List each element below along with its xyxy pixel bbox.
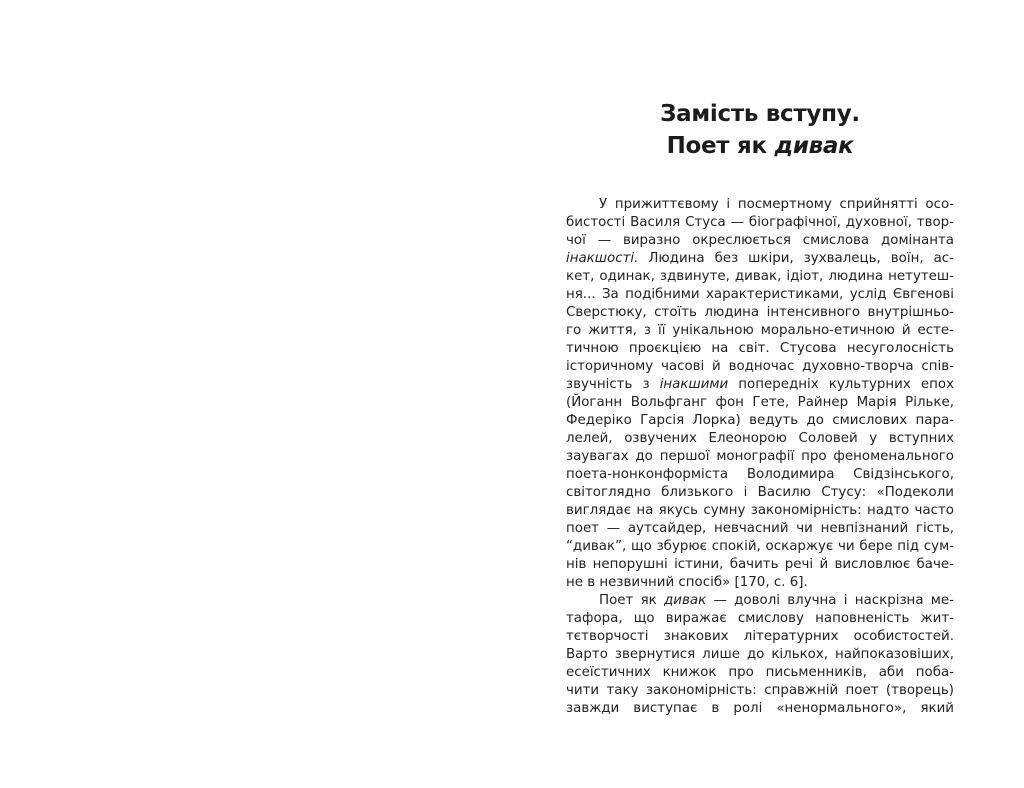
text-line: (Йоганн Вольфганг фон Гете, Райнер Марія Рільке, bbox=[566, 395, 954, 410]
body-text bbox=[566, 196, 954, 718]
text-line: світоглядно близького і Василю Стусу: «Подеколи bbox=[566, 485, 954, 500]
text-line: тафора, що виражає смислову наповненість жит- bbox=[566, 611, 954, 626]
text-line: Федеріко Гарсія Лорка) ведуть до смислових пара- bbox=[566, 413, 954, 428]
chapter-title bbox=[566, 98, 954, 162]
text-line: Варто звернутися лише до кількох, найпоказовіших, bbox=[566, 647, 954, 662]
text-line: Сверстюку, стоїть людина інтенсивного внутрішньо- bbox=[566, 305, 954, 320]
text-line bbox=[566, 250, 954, 268]
chapter-title-line-1: Замість вступу. bbox=[660, 101, 860, 127]
chapter-title-prefix: Поет як bbox=[666, 133, 775, 159]
text-fragment: звучність з bbox=[566, 377, 660, 392]
text-line: чити таку закономірність: справжній поет (творець) bbox=[566, 683, 954, 698]
text-line: лелей, озвучених Елеонорою Соловей у вступних bbox=[566, 431, 954, 446]
text-line: чої — виразно окреслюється смислова домінанта bbox=[566, 233, 954, 248]
text-line: поета-нонконформіста Володимира Свідзінського, bbox=[566, 467, 954, 482]
text-line: “дивак”, що збурює спокій, оскаржує чи бере під сум- bbox=[566, 539, 954, 554]
text-fragment: Людина без шкіри, зухвалець, воїн, ас- bbox=[638, 251, 954, 266]
text-fragment: Поет як bbox=[599, 593, 665, 608]
text-fragment: попередніх культурних епох bbox=[728, 377, 954, 392]
text-line: виглядає на якусь сумну закономірність: надто часто bbox=[566, 503, 954, 518]
text-line bbox=[566, 592, 954, 610]
text-line: У прижиттєвому і посмертному сприйнятті осо- bbox=[599, 197, 954, 212]
text-line: го життя, з її унікальною морально-етичною й есте- bbox=[566, 323, 954, 338]
text-line: тичною проєкцією на світ. Стусова несуголосність bbox=[566, 341, 954, 356]
text-line: ня... За подібними характеристиками, услід Євгенові bbox=[566, 287, 954, 302]
text-line: кет, одинак, здвинуте, дивак, ідіот, людина нетутеш- bbox=[566, 269, 954, 284]
text-line: есеїстичних книжок про письменників, аби поба- bbox=[566, 665, 954, 680]
text-line bbox=[566, 376, 954, 394]
text-fragment: — доволі влучна і наскрізна ме- bbox=[706, 593, 954, 608]
chapter-title-emphasis: дивак bbox=[774, 133, 854, 159]
text-line: не в незвичний спосіб» [170, с. 6]. bbox=[566, 575, 808, 590]
emphasis-text: інакшими bbox=[659, 377, 729, 392]
text-line: поет — аутсайдер, невчасний чи невпізнаний гість, bbox=[566, 521, 954, 536]
emphasis-text: інакшості. bbox=[566, 251, 639, 266]
text-line: заувагах до першої монографії про феноменального bbox=[566, 449, 954, 464]
emphasis-text: дивак bbox=[664, 593, 707, 608]
text-line: завжди виступає в ролі «ненормального», який bbox=[566, 701, 954, 716]
text-line: історичному часові й водночас духовно-творча спів- bbox=[566, 359, 954, 374]
text-line: нів непорушні істини, бачить речі й висловлює баче- bbox=[566, 557, 954, 572]
text-line: тєтворчості знакових літературних особистостей. bbox=[566, 629, 954, 644]
text-line: бистості Василя Стуса — біографічної, духовної, твор- bbox=[566, 215, 954, 230]
paragraph-1 bbox=[566, 196, 954, 592]
chapter-title-line-2 bbox=[566, 130, 954, 162]
paragraph-2 bbox=[566, 592, 954, 718]
